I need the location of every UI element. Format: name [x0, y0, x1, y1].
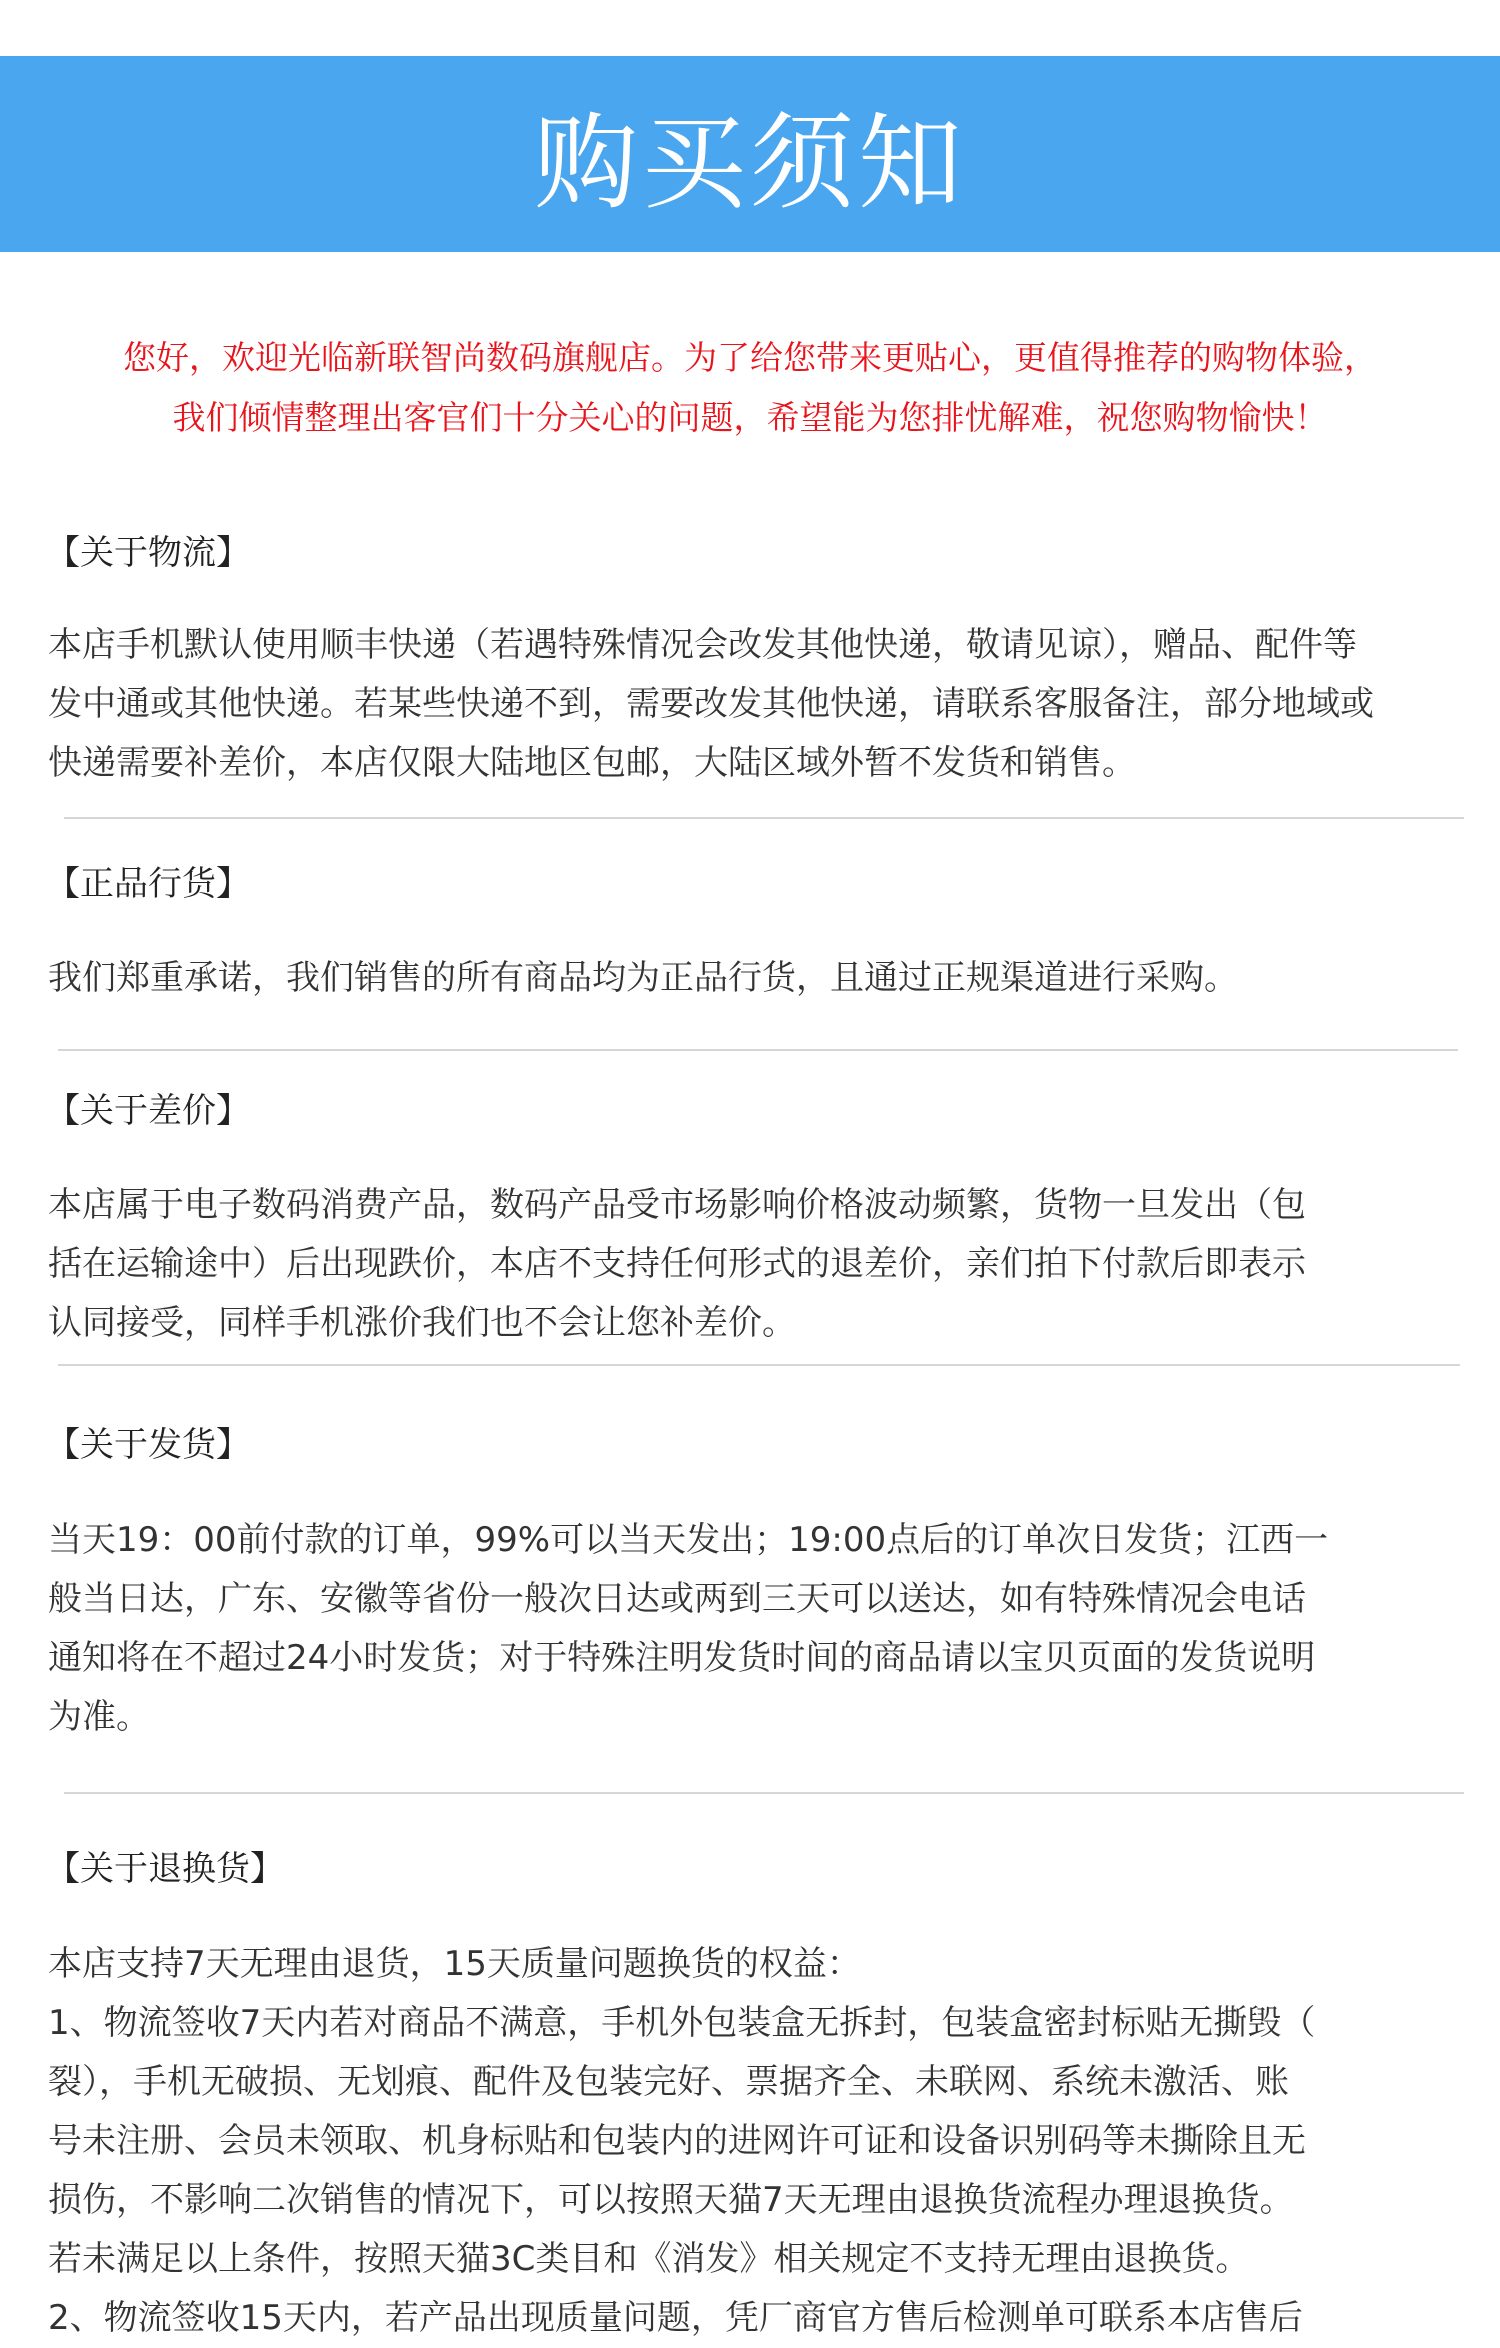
- body-line: 我们郑重承诺，我们销售的所有商品均为正品行货，且通过正规渠道进行采购。: [48, 958, 1238, 998]
- section-body-returns: [48, 1935, 1468, 2348]
- header-banner: [0, 56, 1500, 252]
- page-title: 购买须知: [533, 102, 966, 224]
- section-body-genuine: [48, 949, 1468, 1008]
- section-heading-returns: 【关于退换货】: [46, 1849, 284, 1889]
- body-line: 若未满足以上条件，按照天猫3C类目和《消发》相关规定不支持无理由退换货。: [48, 2239, 1250, 2279]
- body-line: 认同接受，同样手机涨价我们也不会让您补差价。: [48, 1303, 796, 1343]
- body-line: 快递需要补差价，本店仅限大陆地区包邮，大陆区域外暂不发货和销售。: [48, 743, 1136, 783]
- section-heading-genuine: 【正品行货】: [46, 864, 250, 904]
- intro-line: 我们倾情整理出客官们十分关心的问题，希望能为您排忧解难，祝您购物愉快！: [172, 398, 1328, 437]
- body-line: 裂），手机无破损、无划痕、配件及包装完好、票据齐全、未联网、系统未激活、账: [48, 2062, 1289, 2102]
- section-heading-price-difference: 【关于差价】: [46, 1091, 250, 1131]
- section-body-shipping: [48, 1511, 1468, 1747]
- body-line: 号未注册、会员未领取、机身标贴和包装内的进网许可证和设备识别码等未撕除且无: [48, 2121, 1306, 2161]
- intro-notice: [40, 328, 1460, 448]
- divider: [58, 1049, 1458, 1051]
- body-line: 2、物流签收15天内，若产品出现质量问题，凭厂商官方售后检测单可联系本店售后: [48, 2298, 1303, 2338]
- divider: [64, 1792, 1464, 1794]
- intro-line: 您好，欢迎光临新联智尚数码旗舰店。为了给您带来更贴心，更值得推荐的购物体验，: [123, 338, 1377, 377]
- body-line: 本店支持7天无理由退货，15天质量问题换货的权益：: [48, 1944, 861, 1984]
- body-line: 为准。: [48, 1697, 150, 1737]
- divider: [58, 1364, 1460, 1366]
- body-line: 本店手机默认使用顺丰快递（若遇特殊情况会改发其他快递，敬请见谅），赠品、配件等: [48, 625, 1357, 665]
- body-line: 括在运输途中）后出现跌价，本店不支持任何形式的退差价，亲们拍下付款后即表示: [48, 1244, 1306, 1284]
- body-line: 本店属于电子数码消费产品，数码产品受市场影响价格波动频繁，货物一旦发出（包: [48, 1185, 1306, 1225]
- body-line: 发中通或其他快递。若某些快递不到，需要改发其他快递，请联系客服备注，部分地域或: [48, 684, 1374, 724]
- divider: [64, 817, 1464, 819]
- section-body-logistics: [48, 616, 1468, 793]
- body-line: 般当日达，广东、安徽等省份一般次日达或两到三天可以送达，如有特殊情况会电话: [48, 1579, 1306, 1619]
- body-line: 1、物流签收7天内若对商品不满意，手机外包装盒无拆封，包装盒密封标贴无撕毁（: [48, 2003, 1316, 2043]
- section-heading-shipping: 【关于发货】: [46, 1425, 250, 1465]
- body-line: 损伤，不影响二次销售的情况下，可以按照天猫7天无理由退换货流程办理退换货。: [48, 2180, 1294, 2220]
- body-line: 通知将在不超过24小时发货；对于特殊注明发货时间的商品请以宝贝页面的发货说明: [48, 1638, 1316, 1678]
- body-line: 当天19：00前付款的订单，99%可以当天发出；19:00点后的订单次日发货；江西一: [48, 1520, 1329, 1560]
- section-heading-logistics: 【关于物流】: [46, 533, 250, 573]
- section-body-price-difference: [48, 1176, 1468, 1353]
